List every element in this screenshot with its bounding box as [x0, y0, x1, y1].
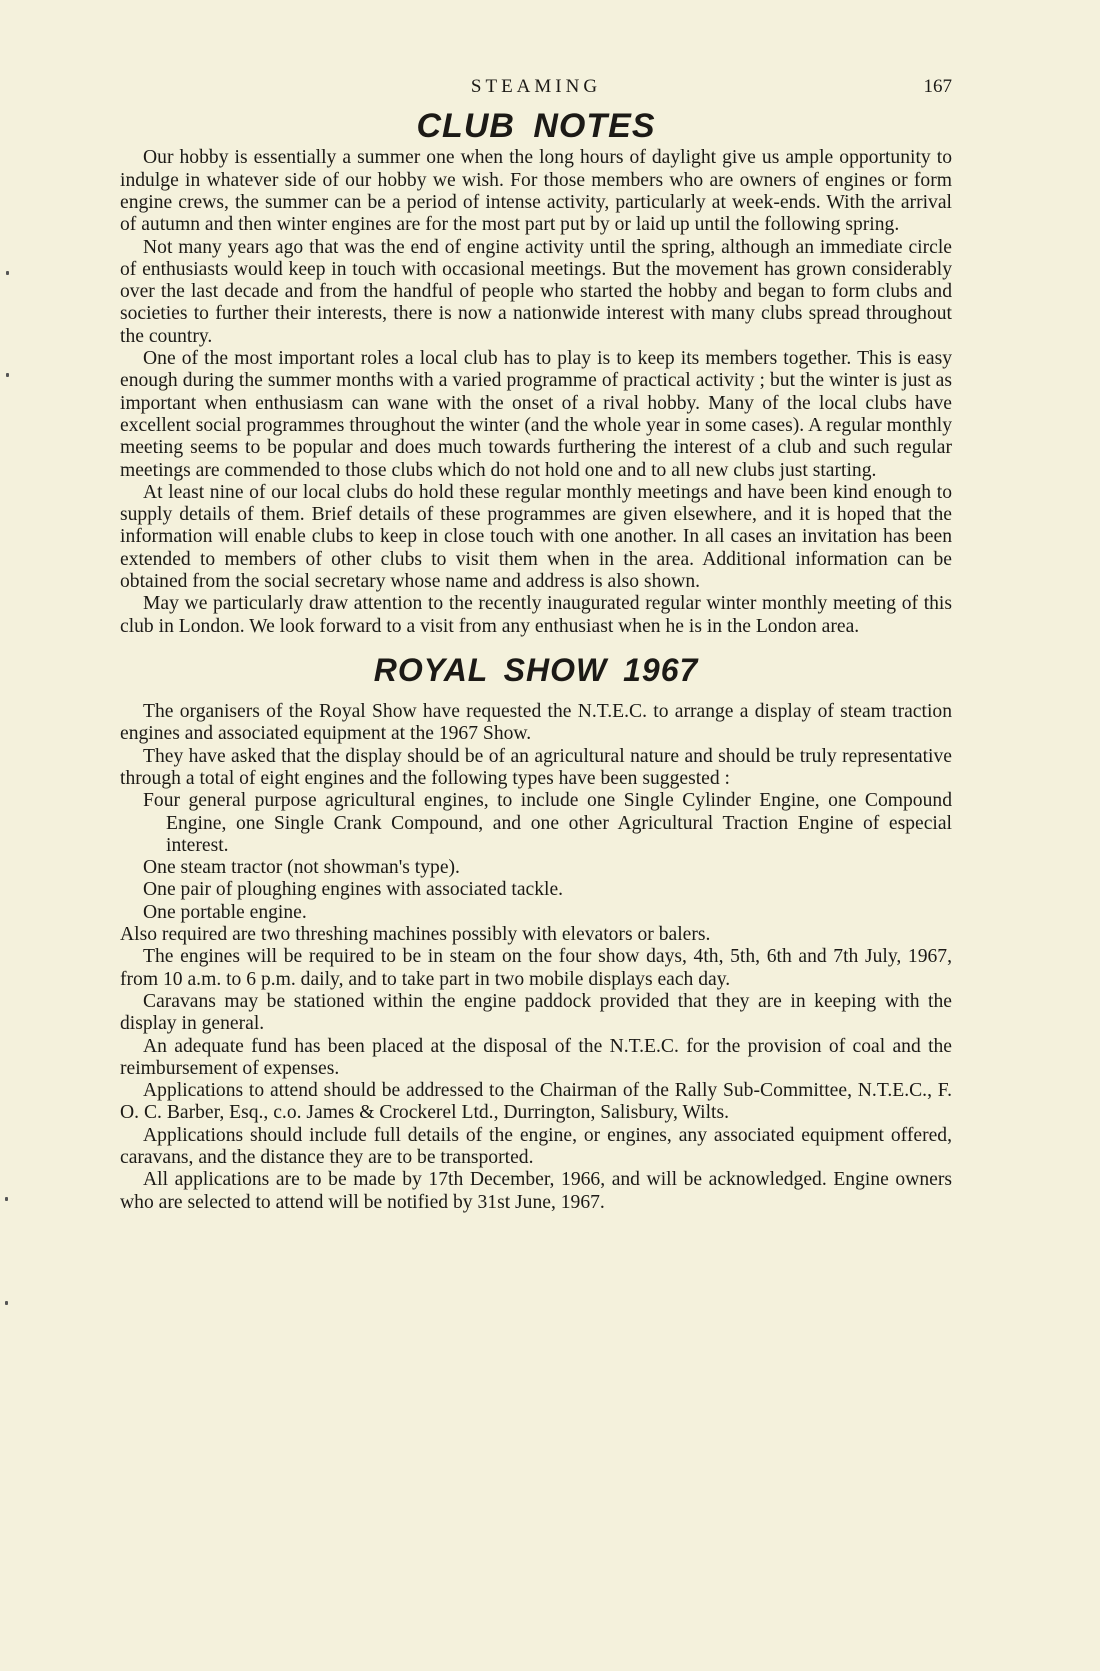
club-notes-paragraph: At least nine of our local clubs do hold these regular monthly meetings and have been kind enough to supply details of them. Brief details of these programmes are given elsewhere, and it is hoped that the information will enable clubs to keep in close touch with one another. In all cases an invitation has been extended to members of other clubs to visit them when in the area. Additional information can be obtained from the social secretary whose name and address is also shown. — [120, 481, 952, 593]
engine-list-item: One pair of ploughing engines with associated tackle. — [143, 879, 564, 901]
margin-mark — [6, 271, 9, 275]
royal-show-paragraph: Applications to attend should be addressed to the Chairman of the Rally Sub-Committee, N.T.E.C., F. O. C. Barber, Esq., c.o. James & Crockerel Ltd., Durrington, Salisbury, Wilts. — [120, 1080, 952, 1124]
margin-mark — [6, 373, 9, 377]
club-notes-section — [120, 108, 952, 638]
club-notes-paragraph: Not many years ago that was the end of engine activity until the spring, although an immediate circle of enthusiasts would keep in touch with occasional meetings. But the movement has grown considerably over the last decade and from the handful of people who started the hobby and began to form clubs and societies to further their interests, there is now a nationwide interest with many clubs spread throughout the country. — [120, 236, 952, 347]
margin-mark — [5, 1301, 8, 1305]
club-notes-paragraph: Our hobby is essentially a summer one when the long hours of daylight give us ample opportunity to indulge in whatever side of our hobby we wish. For those members who are owners of engines or form engine crews, the summer can be a period of intense activity, particularly at week-ends. With the arrival of autumn and then winter engines are for the most part put by or laid up until the following spring. — [120, 147, 952, 236]
royal-show-heading: ROYAL SHOW 1967 — [373, 651, 699, 688]
royal-show-paragraph: The engines will be required to be in steam on the four show days, 4th, 5th, 6th and 7th July, 1967, from 10 a.m. to 6 p.m. daily, and to take part in two mobile displays each day. — [120, 946, 952, 990]
club-notes-heading: CLUB NOTES — [416, 107, 656, 145]
margin-mark — [5, 1197, 8, 1201]
page-number: 167 — [923, 76, 952, 97]
royal-show-paragraph: They have asked that the display should be of an agricultural nature and should be truly representative through a total of eight engines and the following types have been suggested : — [120, 745, 952, 789]
royal-show-paragraph: An adequate fund has been placed at the disposal of the N.T.E.C. for the provision of coal and the reimbursement of expenses. — [120, 1035, 952, 1079]
running-title: STEAMING — [470, 76, 602, 97]
royal-show-paragraph: The organisers of the Royal Show have requested the N.T.E.C. to arrange a display of steam traction engines and associated equipment at the 1967 Show. — [120, 701, 952, 745]
club-notes-paragraph: May we particularly draw attention to the recently inaugurated regular winter monthly meeting of this club in London. We look forward to a visit from any enthusiast when he is in the London area. — [120, 593, 952, 637]
page — [120, 76, 952, 1214]
running-head — [120, 76, 952, 106]
royal-show-paragraph: All applications are to be made by 17th December, 1966, and will be acknowledged. Engine owners who are selected to attend will be notified by 31st June, 1967. — [120, 1169, 952, 1213]
engine-list-item: One portable engine. — [143, 901, 307, 923]
engine-list-item: One steam tractor (not showman's type). — [143, 857, 460, 879]
club-notes-paragraph: One of the most important roles a local club has to play is to keep its members together. This is easy enough during the summer months with a varied programme of practical activity ; but the winter is just as important when enthusiasm can wane with the onset of a rival hobby. Many of the local clubs have excellent social programmes throughout the winter (and the whole year in some cases). A regular monthly meeting seems to be popular and does much towards furthering the interest of a club and such regular meetings are commended to those clubs which do not hold one and to all new clubs just starting. — [120, 348, 952, 481]
royal-show-paragraph: Caravans may be stationed within the engine paddock provided that they are in keeping with the display in general. — [120, 990, 952, 1035]
royal-show-section — [120, 653, 952, 1214]
engine-list-item: Four general purpose agricultural engines, to include one Single Cylinder Engine, one Compound Engine, one Single Crank Compound, and one other Agricultural Traction Engine of especial interest. — [143, 790, 952, 856]
also-required-line: Also required are two threshing machines possibly with elevators or balers. — [120, 924, 711, 946]
royal-show-paragraph: Applications should include full details of the engine, or engines, any associated equipment offered, caravans, and the distance they are to be transported. — [120, 1124, 952, 1169]
